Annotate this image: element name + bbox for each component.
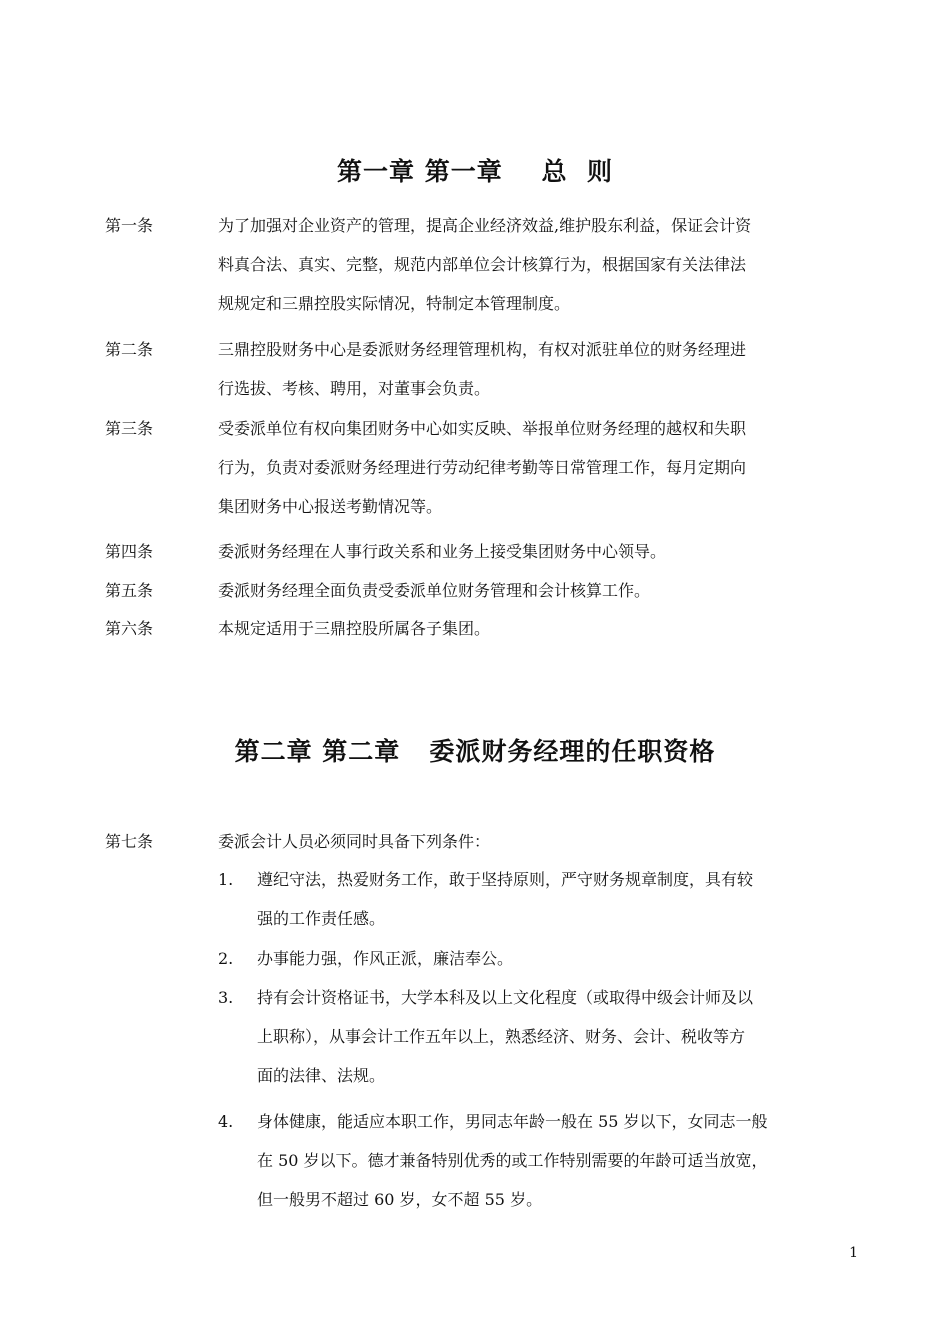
- article-7-intro-line: 委派会计人员必须同时具备下列条件：: [218, 832, 491, 851]
- article-3-body: [218, 409, 858, 526]
- item-3-line: 面的法律、法规。: [257, 1066, 386, 1085]
- article-6-body: [218, 609, 858, 648]
- item-3-number: 3.: [218, 988, 234, 1007]
- article-1-line: 规规定和三鼎控股实际情况，特制定本管理制度。: [218, 294, 571, 313]
- item-4-body: [257, 1102, 858, 1219]
- article-4-label: 第四条: [105, 542, 154, 561]
- article-5-label: 第五条: [105, 581, 154, 600]
- article-2-body: [218, 330, 858, 408]
- article-4-body: [218, 532, 858, 571]
- item-3-body: [257, 978, 858, 1095]
- article-7-label: 第七条: [105, 832, 154, 851]
- item-1-number: 1.: [218, 870, 234, 889]
- item-3-line: 上职称），从事会计工作五年以上，熟悉经济、财务、会计、税收等方: [257, 1027, 746, 1046]
- article-2-label: 第二条: [105, 340, 154, 359]
- chapter-2-title: 第二章 第二章 委派财务经理的任职资格: [234, 737, 716, 766]
- item-2-body: [257, 939, 858, 978]
- chapter-1-title: 第一章 第一章 总 则: [337, 157, 613, 186]
- article-7-intro: [218, 822, 858, 861]
- item-1-body: [257, 860, 858, 938]
- article-1-label: 第一条: [105, 216, 154, 235]
- article-1-line: 料真合法、真实、完整，规范内部单位会计核算行为，根据国家有关法律法: [218, 255, 747, 274]
- item-1-line: 强的工作责任感。: [257, 909, 386, 928]
- item-2-number: 2.: [218, 949, 234, 968]
- article-5-line: 委派财务经理全面负责受委派单位财务管理和会计核算工作。: [218, 581, 651, 600]
- item-4-line: 身体健康，能适应本职工作，男同志年龄一般在 55 岁以下，女同志一般: [257, 1112, 768, 1131]
- article-4-line: 委派财务经理在人事行政关系和业务上接受集团财务中心领导。: [218, 542, 667, 561]
- article-3-label: 第三条: [105, 419, 154, 438]
- article-3-line: 行为，负责对委派财务经理进行劳动纪律考勤等日常管理工作，每月定期向: [218, 458, 747, 477]
- item-4-line: 在 50 岁以下。德才兼备特别优秀的或工作特别需要的年龄可适当放宽，: [257, 1151, 768, 1170]
- item-2-line: 办事能力强，作风正派，廉洁奉公。: [257, 949, 514, 968]
- item-1-line: 遵纪守法，热爱财务工作，敢于坚持原则，严守财务规章制度，具有较: [257, 870, 754, 889]
- article-6-line: 本规定适用于三鼎控股所属各子集团。: [218, 619, 491, 638]
- article-1-line: 为了加强对企业资产的管理，提高企业经济效益,维护股东利益，保证会计资: [218, 216, 752, 235]
- item-3-line: 持有会计资格证书，大学本科及以上文化程度（或取得中级会计师及以: [257, 988, 754, 1007]
- page-number: 1: [849, 1245, 858, 1261]
- item-4-number: 4.: [218, 1112, 234, 1131]
- article-2-line: 三鼎控股财务中心是委派财务经理管理机构，有权对派驻单位的财务经理进: [218, 340, 747, 359]
- article-6-label: 第六条: [105, 619, 154, 638]
- article-3-line: 集团财务中心报送考勤情况等。: [218, 497, 443, 516]
- article-5-body: [218, 571, 858, 610]
- article-2-line: 行选拔、考核、聘用，对董事会负责。: [218, 379, 491, 398]
- article-3-line: 受委派单位有权向集团财务中心如实反映、举报单位财务经理的越权和失职: [218, 419, 747, 438]
- item-4-line: 但一般男不超过 60 岁，女不超 55 岁。: [257, 1190, 543, 1209]
- article-1-body: [218, 206, 858, 323]
